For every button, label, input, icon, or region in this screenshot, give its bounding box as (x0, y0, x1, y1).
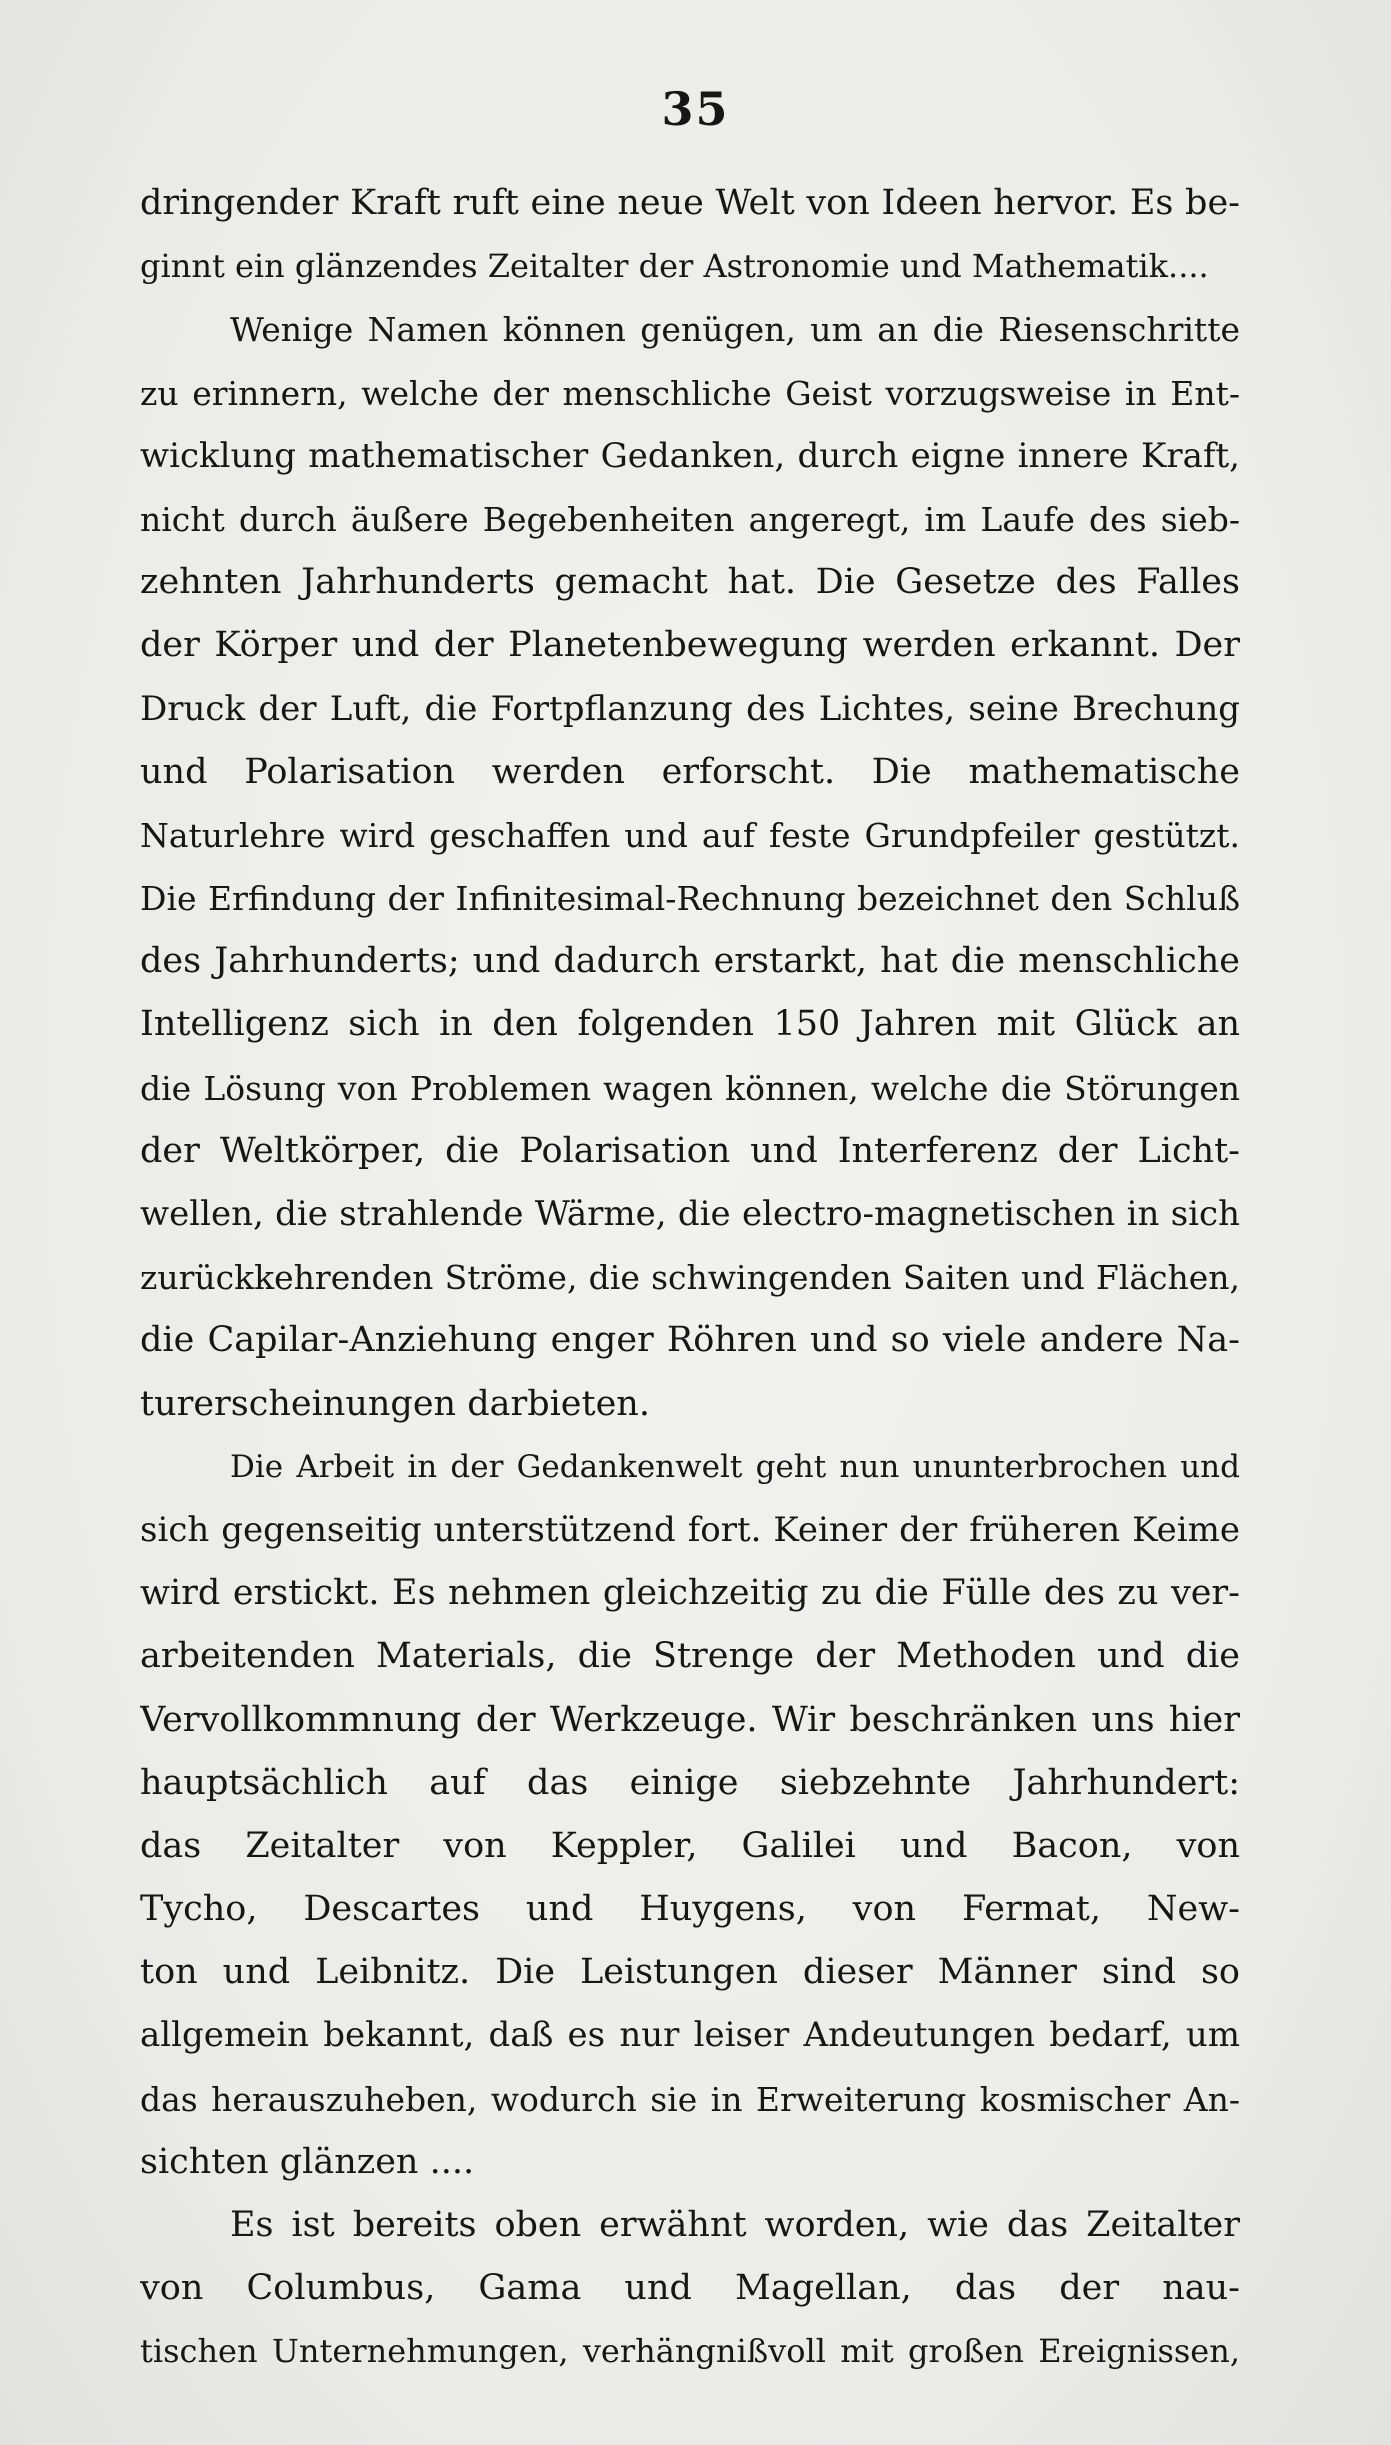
text-line: Die Arbeit in der Gedankenwelt geht nun ununterbrochen und (230, 1448, 1240, 1485)
text-line: Wenige Namen können genügen, um an die Riesenschritte (230, 310, 1240, 350)
text-line: der Körper und der Planetenbewegung werden erkannt. Der (140, 625, 1240, 666)
text-line: die Lösung von Problemen wagen können, welche die Störungen (140, 1068, 1240, 1108)
text-line: arbeitenden Materials, die Strenge der Methoden und die (140, 1636, 1240, 1677)
text-line: zehnten Jahrhunderts gemacht hat. Die Gesetze des Falles (140, 562, 1240, 603)
text-line: und Polarisation werden erforscht. Die mathematische (140, 751, 1240, 792)
text-line: Intelligenz sich in den folgenden 150 Jahren mit Glück an (140, 1004, 1240, 1045)
text-line: nicht durch äußere Begebenheiten angeregt, im Laufe des sieb- (140, 499, 1240, 539)
text-line: das Zeitalter von Keppler, Galilei und Bacon, von (140, 1825, 1240, 1866)
text-line: der Weltkörper, die Polarisation und Interferenz der Licht- (140, 1130, 1240, 1171)
text-line: Tycho, Descartes und Huygens, von Fermat, New- (140, 1889, 1240, 1930)
text-line: ton und Leibnitz. Die Leistungen dieser Männer sind so (140, 1952, 1240, 1993)
text-line: allgemein bekannt, daß es nur leiser Andeutungen bedarf, um (140, 2015, 1240, 2056)
text-line: wird erstickt. Es nehmen gleichzeitig zu die Fülle des zu ver- (140, 1573, 1240, 1614)
text-line: das herauszuheben, wodurch sie in Erweiterung kosmischer An- (140, 2079, 1240, 2119)
body-text (140, 172, 1240, 2384)
text-line: dringender Kraft ruft eine neue Welt von Ideen hervor. Es be- (140, 183, 1240, 223)
text-line: wicklung mathematischer Gedanken, durch eigne innere Kraft, (140, 435, 1240, 476)
text-line: ginnt ein glänzendes Zeitalter der Astronomie und Mathematik.... (140, 247, 1209, 286)
text-line: tischen Unternehmungen, verhängnißvoll mit großen Ereignissen, (140, 2332, 1240, 2371)
text-line: hauptsächlich auf das einige siebzehnte Jahrhundert: (140, 1762, 1240, 1803)
text-line: Naturlehre wird geschaffen und auf feste Grundpfeiler gestützt. (140, 815, 1240, 855)
text-line: Die Erfindung der Infinitesimal-Rechnung bezeichnet den Schluß (140, 879, 1240, 919)
text-line: des Jahrhunderts; und dadurch erstarkt, hat die menschliche (140, 941, 1240, 982)
text-line: Es ist bereits oben erwähnt worden, wie das Zeitalter (230, 2205, 1240, 2245)
text-line: Druck der Luft, die Fortpflanzung des Lichtes, seine Brechung (140, 688, 1240, 729)
text-line: von Columbus, Gama und Magellan, das der nau- (140, 2268, 1240, 2309)
text-line: die Capilar-Anziehung enger Röhren und so viele andere Na- (140, 1320, 1240, 1361)
text-line: sich gegenseitig unterstützend fort. Keiner der früheren Keime (140, 1509, 1240, 1550)
text-line: zu erinnern, welche der menschliche Geist vorzugsweise in Ent- (140, 373, 1240, 413)
text-line: wellen, die strahlende Wärme, die electro-magnetischen in sich (140, 1194, 1240, 1234)
text-line: turerscheinungen darbieten. (140, 1383, 650, 1424)
text-line: zurückkehrenden Ströme, die schwingenden Saiten und Flächen, (140, 1258, 1240, 1298)
text-line: Vervollkommnung der Werkzeuge. Wir beschränken uns hier (140, 1699, 1240, 1740)
text-line: sichten glänzen .... (140, 2141, 475, 2182)
page-number: 35 (661, 82, 730, 136)
